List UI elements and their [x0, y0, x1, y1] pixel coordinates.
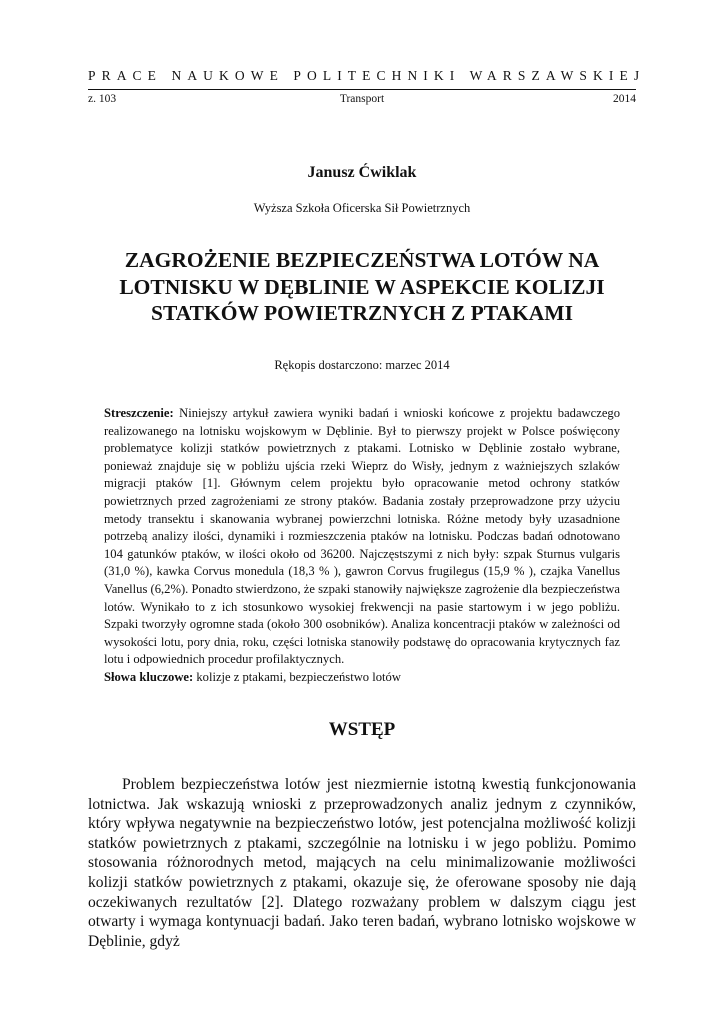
body-paragraph: Problem bezpieczeństwa lotów jest niezmiernie istotną kwestią funkcjonowania lotnictwa. Jak wskazują wnioski z przeprowadzonych analiz jednym z czynników, który wpływa negatywnie na bezpieczeństwo lotów, jest potencjalna możliwość kolizji statków powietrznych z ptakami, szczególnie na lotnisku i w jego pobliżu. Pomimo stosowania różnorodnych metod, mających na celu minimalizowanie możliwości kolizji statków powietrznych z ptakami, okazuje się, że oferowane sposoby nie dają oczekiwanych rezultatów [2]. Dlatego rozważany problem w dalszym ciągu jest otwarty i wymaga kontynuacji badań. Jako teren badań, wybrano lotnisko wojskowe w Dęblinie, gdyż	[88, 776, 636, 950]
keywords	[104, 669, 620, 687]
title-line: ZAGROŻENIE BEZPIECZEŃSTWA LOTÓW NA	[124, 248, 600, 272]
keywords-label: Słowa kluczowe:	[104, 669, 194, 684]
header-rule	[88, 89, 636, 90]
author-name: Janusz Ćwiklak	[307, 164, 417, 181]
author-affiliation: Wyższa Szkoła Oficerska Sił Powietrznych	[253, 201, 471, 215]
keywords-text: kolizje z ptakami, bezpieczeństwo lotów	[193, 669, 401, 684]
section-name: Transport	[339, 93, 385, 105]
journal-name: PRACE NAUKOWE POLITECHNIKI WARSZAWSKIEJ	[88, 68, 646, 83]
body-text	[88, 775, 636, 951]
title-line: LOTNISKU W DĘBLINIE W ASPEKCIE KOLIZJI	[119, 274, 605, 299]
abstract-paragraph	[104, 405, 620, 669]
header-meta	[88, 93, 636, 109]
received-date: Rękopis dostarczono: marzec 2014	[274, 358, 450, 372]
paper-title	[90, 247, 634, 327]
abstract-label: Streszczenie:	[104, 406, 174, 420]
title-line: STATKÓW POWIETRZNYCH Z PTAKAMI	[151, 301, 573, 325]
volume-number: z. 103	[88, 93, 117, 105]
publication-year: 2014	[613, 93, 636, 105]
abstract-text: Niniejszy artykuł zawiera wyniki badań i wnioski końcowe z projektu badawczego realizowanego na lotnisku wojskowym w Dęblinie. Był to pierwszy projekt w Polsce poświęcony problematyce kolizji statków powietrznych z ptakami. Lotnisko w Dęblinie zostało wybrane, ponieważ znajduje się w pobliżu ujścia rzeki Wieprz do Wisły, jednym z ważniejszych szlaków migracji ptaków [1]. Głównym celem projektu było opracowanie metod ochrony statków powietrznych przed zagrożeniami ze strony ptaków. Badania zostały przeprowadzone przy użyciu metody transektu i skanowania wybranej powierzchni lotniska. Różne metody były uzasadnione potrzebą analizy ilości, dynamiki i rozmieszczenia ptaków na lotnisku. Podczas badań odnotowano 104 gatunków ptaków, w ilości około od 36200. Najczęstszymi z nich były: szpak Sturnus vulgaris (31,0 %), kawka Corvus monedula (18,3 % ), gawron Corvus frugilegus (15,9 % ), czajka Vanellus Vanellus (6,2%). Ponadto stwierdzono, że szpaki stanowiły największe zagrożenie dla bezpieczeństwa lotów. Wynikało to z ich stosunkowo wysokiej frekwencji na pasie startowym i w jego pobliżu. Szpaki tworzyły ogromne stada (około 300 osobników). Analiza koncentracji ptaków w zależności od wysokości lotu, pory dnia, roku, części lotniska stanowiły podstawę do opracowania krytycznych faz lotu i odpowiednich procedur profilaktycznych.	[104, 406, 620, 667]
section-heading: WSTĘP	[328, 719, 396, 740]
abstract	[104, 405, 620, 687]
